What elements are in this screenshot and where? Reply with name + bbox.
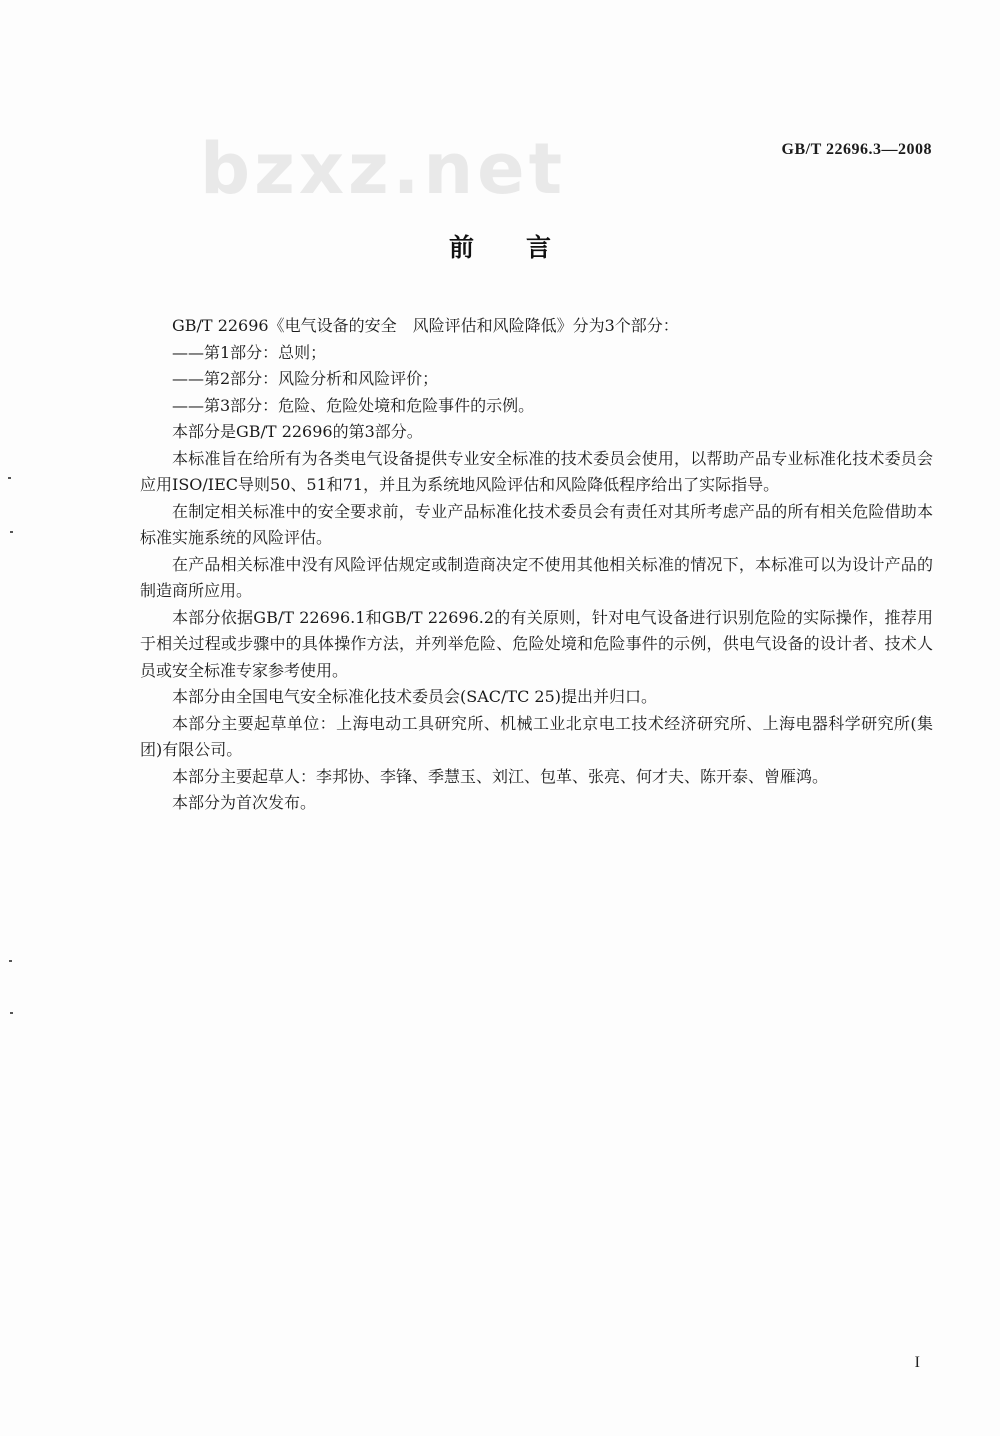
watermark: bzxz.net (200, 128, 567, 210)
paragraph-first-release: 本部分为首次发布。 (172, 793, 317, 812)
paragraph-application: 在产品相关标准中没有风险评估规定或制造商决定不使用其他相关标准的情况下，本标准可以为设计产品的制造商所应用。 (140, 554, 933, 600)
scan-speck (10, 531, 13, 533)
paragraph-drafters: 本部分主要起草人：李邦协、李锋、季慧玉、刘江、包革、张亮、何才夫、陈开泰、曾雁鸿。 (172, 766, 829, 786)
page-number: I (914, 1354, 920, 1371)
standard-code: GB/T 22696.3—2008 (781, 141, 932, 158)
paragraph-basis: 本部分依据GB/T 22696.1和GB/T 22696.2的有关原则，针对电气设备进行识别危险的实际操作，推荐用于相关过程或步骤中的具体操作方法，并列举危险、危险处境和危险事件的示例，供电气设备的设计者、技术人员或安全标准专家参考使用。 (140, 607, 933, 680)
paragraph-part-statement: 本部分是GB/T 22696的第3部分。 (172, 422, 423, 441)
paragraph-responsibility: 在制定相关标准中的安全要求前，专业产品标准化技术委员会有责任对其所考虑产品的所有相关危险借助本标准实施系统的风险评估。 (140, 501, 933, 547)
scan-speck (10, 1012, 13, 1014)
list-item-part3: ——第3部分：危险、危险处境和危险事件的示例。 (172, 395, 535, 415)
paragraph-drafting-units: 本部分主要起草单位：上海电动工具研究所、机械工业北京电工技术经济研究所、上海电器科学研究所(集团)有限公司。 (140, 713, 933, 759)
list-item-part2: ——第2部分：风险分析和风险评价； (172, 369, 439, 388)
scan-speck (9, 960, 12, 962)
page-title: 前言 (448, 233, 603, 262)
paragraph-purpose: 本标准旨在给所有为各类电气设备提供专业安全标准的技术委员会使用，以帮助产品专业标准化技术委员会应用ISO/IEC导则50、51和71，并且为系统地风险评估和风险降低程序给出了实际指导。 (140, 448, 933, 494)
foreword-body (140, 313, 933, 817)
scan-speck (8, 477, 11, 479)
paragraph-proposer: 本部分由全国电气安全标准化技术委员会(SAC/TC 25)提出并归口。 (172, 687, 657, 706)
list-item-part1: ——第1部分：总则； (172, 342, 327, 362)
paragraph-intro: GB/T 22696《电气设备的安全 风险评估和风险降低》分为3个部分： (172, 316, 679, 335)
